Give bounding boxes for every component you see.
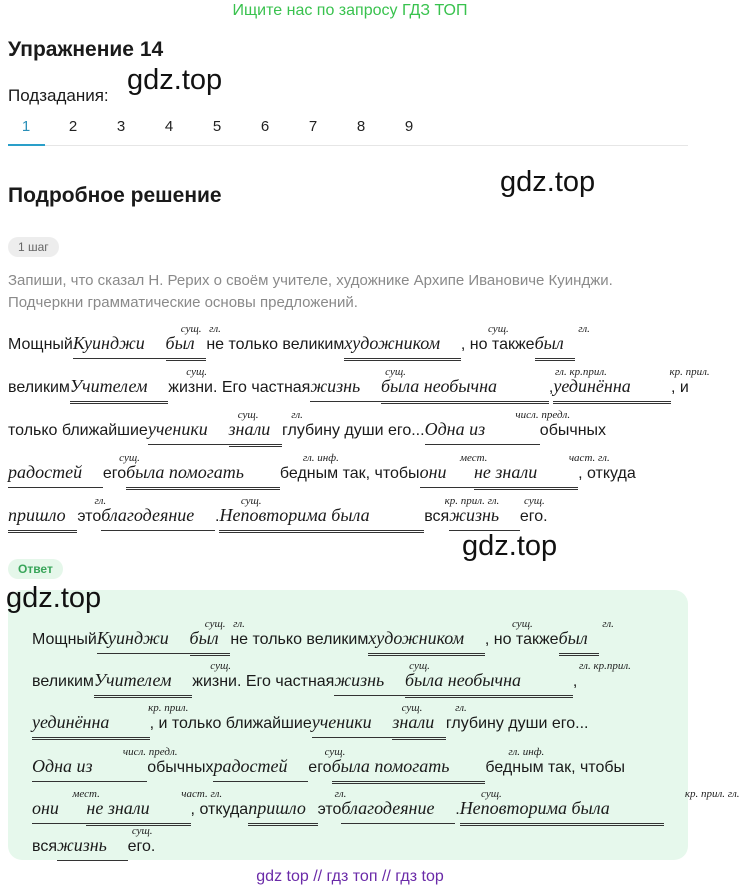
step-badge: 1 шаг <box>8 237 59 257</box>
predicate-word: художникомсущ. <box>344 332 461 361</box>
part-of-speech-label: кр. прил. <box>669 366 710 378</box>
tab-2[interactable]: 2 <box>68 118 78 135</box>
part-of-speech-label: кр. прил. <box>148 702 189 714</box>
sentence-text: жизни. Его частная <box>192 673 335 690</box>
predicate-word: Учителемсущ. <box>94 669 192 698</box>
subject-word: жизньсущ. <box>449 504 520 531</box>
part-of-speech-label: сущ. <box>409 660 430 672</box>
sentence-text: бедным так, чтобы <box>279 465 420 482</box>
part-of-speech-label: гл. <box>602 618 614 630</box>
sentence-text: , и <box>670 379 689 396</box>
subject-word: Одна изчисл. предл. <box>425 418 540 445</box>
active-tab-indicator <box>8 144 45 146</box>
sentence-text: не только великим <box>206 336 345 353</box>
part-of-speech-label: сущ. <box>240 495 262 507</box>
part-of-speech-label: сущ. <box>488 323 509 335</box>
part-of-speech-label: сущ. <box>180 323 202 335</box>
subject-word: жизньсущ. <box>310 375 381 402</box>
subject-word: радостейсущ. <box>8 461 103 488</box>
part-of-speech-label: гл. инф. <box>508 746 545 758</box>
predicate-word: была необычнагл. кр.прил. <box>381 375 549 404</box>
part-of-speech-label: гл. <box>578 323 590 335</box>
part-of-speech-label: сущ. <box>204 618 226 630</box>
part-of-speech-label: сущ. <box>512 618 533 630</box>
watermark: gdz.top <box>6 582 102 614</box>
tab-5[interactable]: 5 <box>212 118 222 135</box>
watermark: gdz.top <box>500 166 596 198</box>
sentence-text: обычных <box>539 422 607 439</box>
sentence-text: , <box>548 379 554 396</box>
part-of-speech-label: гл. <box>455 702 467 714</box>
footer-links[interactable]: gdz top // гдз топ // гдз top <box>256 868 444 885</box>
page-title: Упражнение 14 <box>8 38 164 61</box>
part-of-speech-label: сущ. <box>186 366 208 378</box>
tab-9[interactable]: 9 <box>404 118 414 135</box>
part-of-speech-label: част. гл. <box>568 452 610 464</box>
part-of-speech-label: сущ. <box>237 409 259 421</box>
predicate-word: была необычнагл. кр.прил. <box>405 669 573 698</box>
predicate-word: былгл. <box>190 627 231 656</box>
sentence-text: его. <box>519 508 548 525</box>
part-of-speech-label: сущ. <box>131 825 153 837</box>
sentence-text: его <box>102 465 127 482</box>
part-of-speech-label: гл. инф. <box>302 452 339 464</box>
subject-word: Одна изчисл. предл. <box>32 755 147 782</box>
predicate-word: Учителемсущ. <box>70 375 168 404</box>
part-of-speech-label: сущ. <box>324 746 346 758</box>
sentence-text: не только великим <box>230 631 369 648</box>
predicate-word: зналигл. <box>392 711 446 740</box>
sentence-text: , но также <box>460 336 535 353</box>
sentence-text: глубину души его... <box>282 422 425 439</box>
answer-badge: Ответ <box>8 559 63 579</box>
sentence-text: его <box>308 759 332 776</box>
subject-word: Куинджисущ. <box>73 332 166 359</box>
predicate-word: пришлогл. <box>8 504 77 533</box>
part-of-speech-label: сущ. <box>481 788 502 800</box>
solution-line <box>8 409 607 447</box>
solution-line <box>8 366 710 404</box>
tab-7[interactable]: 7 <box>308 118 318 135</box>
predicate-word: былгл. <box>166 332 207 361</box>
part-of-speech-label: гл. <box>94 495 107 507</box>
tab-1[interactable]: 1 <box>21 118 31 135</box>
sentence-text: великим <box>32 673 94 690</box>
answer-line <box>32 788 740 826</box>
task-text: Запиши, что сказал Н. Рерих о своём учителе, художнике Архипе Ивановиче Куинджи. Подчеркни грамматические основы предложений. <box>8 272 613 311</box>
sentence-text: великим <box>8 379 70 396</box>
solution-title: Подробное решение <box>8 184 222 207</box>
sentence-text: , откуда <box>578 465 636 482</box>
sentence-text: его. <box>127 838 156 855</box>
subject-word: онимест. <box>420 461 474 488</box>
tab-8[interactable]: 8 <box>356 118 366 135</box>
subject-word: жизньсущ. <box>334 669 405 696</box>
part-of-speech-label: кр. прил. гл. <box>444 495 500 507</box>
tab-3[interactable]: 3 <box>116 118 126 135</box>
answer-line <box>32 660 631 698</box>
predicate-word: была помогатьгл. инф. <box>126 461 280 490</box>
part-of-speech-label: сущ. <box>119 452 140 464</box>
sentence-text: глубину души его... <box>445 715 589 732</box>
part-of-speech-label: сущ. <box>385 366 406 378</box>
solution-line <box>8 323 590 361</box>
tab-6[interactable]: 6 <box>260 118 270 135</box>
predicate-word: была помогатьгл. инф. <box>332 755 486 784</box>
solution-line <box>8 452 636 490</box>
sentence-text: это <box>317 801 342 818</box>
subtasks-label: Подзадания: <box>8 86 109 105</box>
sentence-text: обычных <box>147 759 214 776</box>
predicate-word: уединённакр. прил. <box>553 375 671 404</box>
sentence-text: вся <box>424 508 450 525</box>
part-of-speech-label: сущ. <box>524 495 545 507</box>
sentence-text: Мощный <box>8 336 73 353</box>
predicate-word: Неповторима былакр. прил. гл. <box>460 797 665 826</box>
sentence-text: бедным так, чтобы <box>485 759 626 776</box>
answer-line <box>32 618 614 656</box>
sentence-text: только ближайшие <box>8 422 148 439</box>
sentence-text: это <box>77 508 102 525</box>
predicate-word: художникомсущ. <box>368 627 485 656</box>
subject-word: онимест. <box>32 797 86 824</box>
sentence-text: жизни. Его частная <box>168 379 311 396</box>
part-of-speech-label: мест. <box>459 452 488 464</box>
sentence-text: Мощный <box>32 631 97 648</box>
predicate-word: уединённакр. прил. <box>32 711 150 740</box>
sentence-text: вся <box>32 838 57 855</box>
part-of-speech-label: гл. кр.прил. <box>579 660 631 672</box>
part-of-speech-label: гл. <box>209 323 221 335</box>
subject-word: благодеяниесущ. <box>101 504 215 531</box>
subject-word: благодеяниесущ. <box>341 797 455 824</box>
sentence-text: , <box>572 673 578 690</box>
answer-line <box>32 825 156 861</box>
answer-line <box>32 702 589 740</box>
sentence-text: , но также <box>484 631 559 648</box>
sentence-text: , и только ближайшие <box>149 715 312 732</box>
part-of-speech-label: сущ. <box>401 702 423 714</box>
predicate-word: не зналичаст. гл. <box>86 797 190 826</box>
predicate-word: былгл. <box>535 332 576 361</box>
answer-line <box>32 746 626 784</box>
part-of-speech-label: сущ. <box>210 660 232 672</box>
predicate-word: не зналичаст. гл. <box>474 461 578 490</box>
part-of-speech-label: гл. кр.прил. <box>555 366 607 378</box>
part-of-speech-label: гл. <box>334 788 347 800</box>
part-of-speech-label: мест. <box>72 788 100 800</box>
sentence-text: . <box>215 508 220 525</box>
tabs-divider <box>8 145 688 146</box>
predicate-word: пришлогл. <box>248 797 317 826</box>
watermark: gdz.top <box>462 530 558 562</box>
part-of-speech-label: част. гл. <box>181 788 223 800</box>
subject-word: ученикисущ. <box>312 711 393 738</box>
subject-word: Куинджисущ. <box>97 627 190 654</box>
subject-word: радостейсущ. <box>213 755 308 782</box>
top-banner[interactable]: Ищите нас по запросу ГДЗ ТОП <box>232 2 468 19</box>
subject-word: ученикисущ. <box>148 418 229 445</box>
sentence-text: . <box>455 801 460 818</box>
predicate-word: зналигл. <box>229 418 283 447</box>
tab-4[interactable]: 4 <box>164 118 174 135</box>
subject-word: жизньсущ. <box>57 834 128 861</box>
part-of-speech-label: числ. предл. <box>122 746 178 758</box>
part-of-speech-label: кр. прил. гл. <box>684 788 740 800</box>
sentence-text: , откуда <box>190 801 249 818</box>
subtask-tabs <box>8 118 688 148</box>
solution-line <box>8 495 548 533</box>
watermark: gdz.top <box>127 64 223 96</box>
part-of-speech-label: числ. предл. <box>515 409 571 421</box>
part-of-speech-label: гл. <box>233 618 245 630</box>
predicate-word: Неповторима былакр. прил. гл. <box>219 504 424 533</box>
part-of-speech-label: гл. <box>291 409 303 421</box>
predicate-word: былгл. <box>559 627 600 656</box>
